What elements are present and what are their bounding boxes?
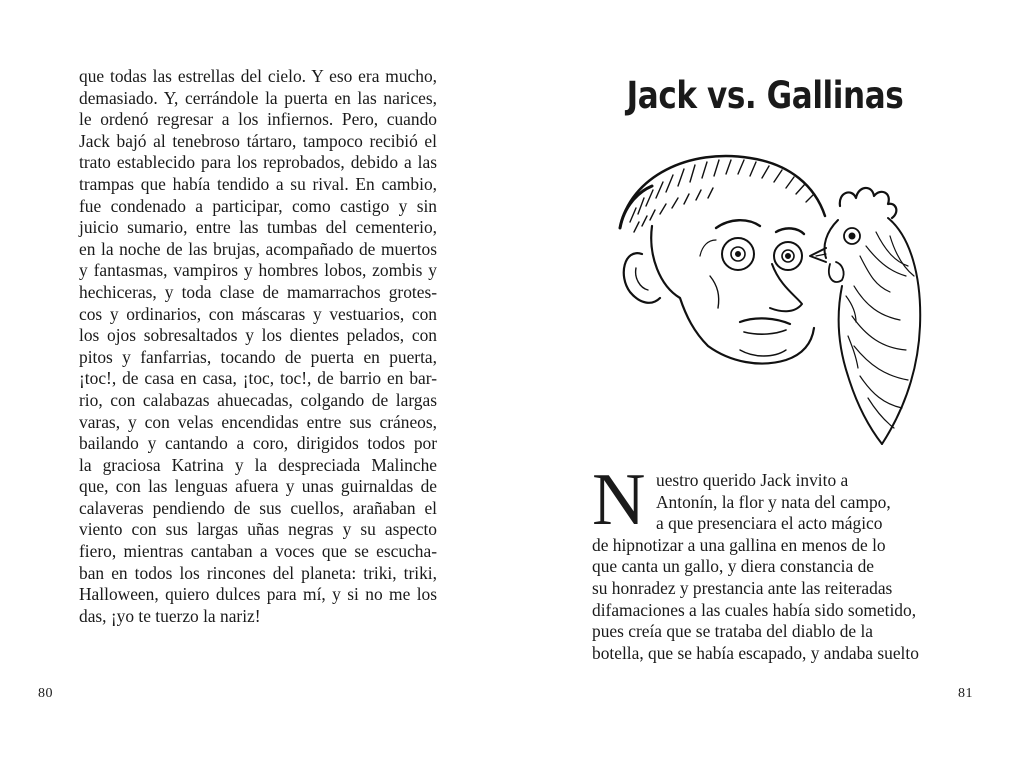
text-line: rio, con calabazas ahuecadas, colgando de largas bbox=[79, 389, 437, 410]
text-line: Jack bajó al tenebroso tártaro, tampoco recibió el bbox=[79, 130, 437, 151]
chapter-title: Jack vs. Gallinas bbox=[626, 74, 904, 117]
page-number-right: 81 bbox=[958, 686, 973, 701]
text-line: uestro querido Jack invito a bbox=[656, 470, 849, 490]
text-line: ban en todos los rincones del planeta: triki, triki, bbox=[79, 562, 437, 583]
left-body-text bbox=[79, 66, 437, 627]
text-line: la graciosa Katrina y la despreciada Malinche bbox=[79, 454, 437, 475]
text-line: su honradez y prestancia ante las reiteradas bbox=[592, 577, 893, 598]
text-line: pitos y fanfarrias, tocando de puerta en puerta, bbox=[79, 346, 437, 367]
text-line: a que presenciara el acto mágico bbox=[656, 513, 883, 534]
text-line: que todas las estrellas del cielo. Y eso era mucho, bbox=[79, 66, 437, 86]
text-line: juicio sumario, entre las tumbas del cementerio, bbox=[79, 217, 437, 238]
text-line: Halloween, quiero dulces para mí, y si no me los bbox=[79, 584, 437, 605]
text-line: le ordenó regresar a los infiernos. Pero, cuando bbox=[79, 109, 437, 130]
text-line: ¡toc!, de casa en casa, ¡toc, toc!, de barrio en bar- bbox=[79, 368, 437, 389]
man-and-hen-drawing-icon bbox=[590, 136, 950, 454]
text-line: difamaciones a las cuales había sido sometido, bbox=[592, 599, 917, 620]
text-line: demasiado. Y, cerrándole la puerta en las narices, bbox=[79, 87, 437, 108]
text-line: das, ¡yo te tuerzo la nariz! bbox=[79, 605, 261, 626]
text-line: bailando y cantando a coro, dirigidos todos por bbox=[79, 433, 437, 454]
text-line: fue condenado a participar, como castigo y sin bbox=[79, 195, 437, 216]
right-page bbox=[512, 0, 1024, 768]
text-line: calaveras pendiendo de sus cuellos, arañaban el bbox=[79, 497, 437, 518]
text-line: que, con las lenguas afuera y unas guirnaldas de bbox=[79, 476, 437, 497]
text-line: de hipnotizar a una gallina en menos de lo bbox=[592, 534, 886, 555]
text-line: varas, y con velas encendidas entre sus cráneos, bbox=[79, 411, 437, 432]
drop-cap: N bbox=[592, 459, 646, 541]
text-line: y fantasmas, vampiros y hombres lobos, zombis y bbox=[79, 260, 437, 281]
text-line: Antonín, la flor y nata del campo, bbox=[656, 491, 891, 512]
text-line: que canta un gallo, y diera constancia de bbox=[592, 556, 874, 577]
page-number-left: 80 bbox=[38, 686, 53, 701]
text-line: cos y ordinarios, con máscaras y vestuarios, con bbox=[79, 303, 437, 324]
text-line: pues creía que se trataba del diablo de la bbox=[592, 621, 874, 642]
text-line: botella, que se había escapado, y andaba suelto bbox=[592, 642, 919, 663]
text-line: trampas que había tendido a su rival. En cambio, bbox=[79, 173, 437, 194]
right-body-text bbox=[592, 459, 952, 664]
text-line: viento con sus largas uñas negras y su aspecto bbox=[79, 519, 437, 540]
text-line: los ojos sobresaltados y los dientes pelados, con bbox=[79, 325, 437, 346]
man-and-hen-illustration bbox=[590, 136, 950, 454]
text-line: trato establecido para los reprobados, debido a las bbox=[79, 152, 437, 173]
text-line: en la noche de las brujas, acompañado de muertos bbox=[79, 238, 437, 259]
text-line: fiero, mientras cantaban a voces que se escucha- bbox=[79, 541, 437, 562]
text-line: hechiceras, y toda clase de mamarrachos grotes- bbox=[79, 281, 437, 302]
